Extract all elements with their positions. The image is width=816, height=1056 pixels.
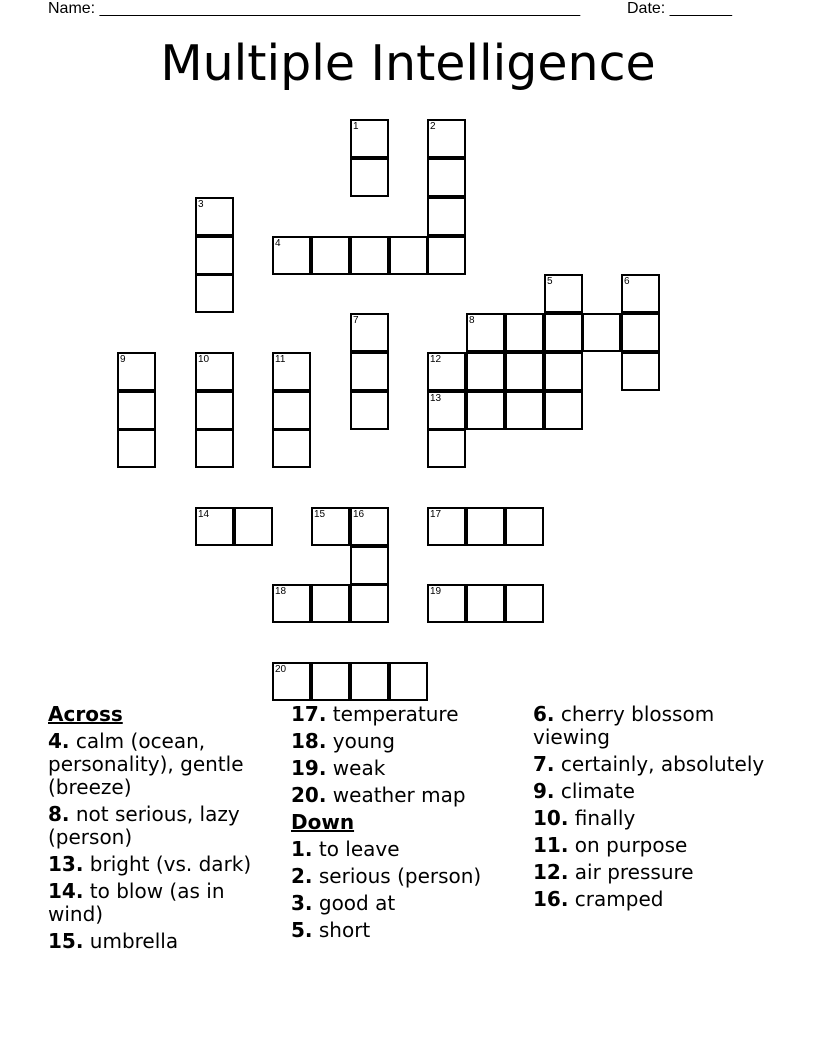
grid-cell[interactable]: [350, 584, 389, 623]
grid-cell[interactable]: [582, 313, 621, 352]
grid-cell[interactable]: [427, 236, 466, 275]
clue-across-8: 8. not serious, lazy (person): [48, 802, 240, 849]
grid-cell[interactable]: [544, 352, 583, 391]
grid-cell[interactable]: [350, 507, 389, 546]
page-title: Multiple Intelligence: [160, 35, 656, 92]
name-label: Name:: [48, 0, 96, 17]
grid-cell[interactable]: [311, 584, 350, 623]
grid-cell[interactable]: [272, 352, 311, 391]
clue-number: 3: [198, 199, 204, 210]
clue-across-20: 20. weather map: [291, 783, 466, 807]
grid-cell[interactable]: [427, 119, 466, 158]
date-line[interactable]: _______: [669, 0, 732, 17]
grid-cell[interactable]: [272, 391, 311, 430]
clue-down-11: 11. on purpose: [533, 833, 688, 857]
date-label: Date:: [627, 0, 666, 17]
clue-number: 7: [353, 315, 359, 326]
grid-cell[interactable]: [621, 274, 660, 313]
clue-across-14: 14. to blow (as in wind): [48, 879, 225, 926]
grid-cell[interactable]: [117, 391, 156, 430]
down-heading: Down: [291, 810, 355, 834]
clue-across-15: 15. umbrella: [48, 929, 179, 953]
clues-column-3: [533, 703, 768, 915]
grid-cell[interactable]: [272, 236, 311, 275]
clue-across-13: 13. bright (vs. dark): [48, 852, 252, 876]
grid-cell[interactable]: [505, 391, 544, 430]
grid-cell[interactable]: [195, 274, 234, 313]
grid-cell[interactable]: [350, 352, 389, 391]
across-heading: Across: [48, 702, 123, 726]
grid-cell[interactable]: [505, 507, 544, 546]
grid-cell[interactable]: [427, 197, 466, 236]
clues-column-1: [48, 703, 273, 957]
grid-cell[interactable]: [350, 236, 389, 275]
grid-cell[interactable]: [195, 352, 234, 391]
grid-cell[interactable]: [427, 429, 466, 468]
grid-cell[interactable]: [195, 429, 234, 468]
grid-cell[interactable]: [195, 391, 234, 430]
clue-across-4: 4. calm (ocean, personality), gentle (breeze): [48, 729, 244, 799]
clue-down-6: 6. cherry blossom viewing: [533, 702, 715, 749]
clue-number: 17: [430, 509, 442, 520]
grid-cell[interactable]: [117, 429, 156, 468]
clue-number: 2: [430, 121, 436, 132]
grid-cell[interactable]: [350, 546, 389, 585]
grid-cell[interactable]: [466, 313, 505, 352]
grid-cell[interactable]: [234, 507, 273, 546]
clue-down-12: 12. air pressure: [533, 860, 694, 884]
clue-number: 19: [430, 586, 442, 597]
clue-number: 5: [547, 276, 553, 287]
clue-across-18: 18. young: [291, 729, 395, 753]
clue-number: 11: [275, 354, 286, 365]
clue-across-19: 19. weak: [291, 756, 386, 780]
clue-number: 13: [430, 393, 442, 404]
clue-number: 6: [624, 276, 630, 287]
grid-cell[interactable]: [544, 313, 583, 352]
clue-down-16: 16. cramped: [533, 887, 664, 911]
grid-cell[interactable]: [311, 507, 350, 546]
grid-cell[interactable]: [427, 507, 466, 546]
grid-cell[interactable]: [195, 197, 234, 236]
clue-number: 15: [314, 509, 326, 520]
clue-down-7: 7. certainly, absolutely: [533, 752, 765, 776]
grid-cell[interactable]: [311, 236, 350, 275]
clue-across-17: 17. temperature: [291, 702, 459, 726]
grid-cell[interactable]: [117, 352, 156, 391]
grid-cell[interactable]: [272, 662, 311, 701]
clue-number: 18: [275, 586, 287, 597]
grid-cell[interactable]: [427, 158, 466, 197]
grid-cell[interactable]: [505, 313, 544, 352]
grid-cell[interactable]: [195, 236, 234, 275]
clue-number: 14: [198, 509, 210, 520]
clues-column-2: [291, 703, 526, 946]
grid-cell[interactable]: [621, 313, 660, 352]
grid-cell[interactable]: [466, 584, 505, 623]
clue-down-10: 10. finally: [533, 806, 636, 830]
grid-cell[interactable]: [350, 662, 389, 701]
clue-number: 8: [469, 315, 475, 326]
grid-cell[interactable]: [427, 352, 466, 391]
clue-down-9: 9. climate: [533, 779, 635, 803]
clue-number: 4: [275, 238, 281, 249]
clue-down-1: 1. to leave: [291, 837, 400, 861]
grid-cell[interactable]: [272, 429, 311, 468]
grid-cell[interactable]: [427, 584, 466, 623]
clue-number: 9: [120, 354, 126, 365]
grid-cell[interactable]: [350, 158, 389, 197]
grid-cell[interactable]: [272, 584, 311, 623]
clue-down-2: 2. serious (person): [291, 864, 482, 888]
clue-number: 1: [353, 121, 359, 132]
grid-cell[interactable]: [466, 507, 505, 546]
grid-cell[interactable]: [544, 391, 583, 430]
grid-cell[interactable]: [350, 391, 389, 430]
clue-number: 12: [430, 354, 442, 365]
grid-cell[interactable]: [195, 507, 234, 546]
grid-cell[interactable]: [505, 352, 544, 391]
grid-cell[interactable]: [466, 391, 505, 430]
clue-down-5: 5. short: [291, 918, 371, 942]
grid-cell[interactable]: [621, 352, 660, 391]
grid-cell[interactable]: [389, 236, 428, 275]
clue-number: 10: [198, 354, 210, 365]
grid-cell[interactable]: [427, 391, 466, 430]
grid-cell[interactable]: [311, 662, 350, 701]
grid-cell[interactable]: [350, 313, 389, 352]
grid-cell[interactable]: [505, 584, 544, 623]
grid-cell[interactable]: [466, 352, 505, 391]
name-line[interactable]: ______________________________________________________: [99, 0, 581, 17]
grid-cell[interactable]: [389, 662, 428, 701]
clue-number: 20: [275, 664, 287, 675]
grid-cell[interactable]: [350, 119, 389, 158]
clue-number: 16: [353, 509, 365, 520]
grid-cell[interactable]: [544, 274, 583, 313]
clue-down-3: 3. good at: [291, 891, 396, 915]
